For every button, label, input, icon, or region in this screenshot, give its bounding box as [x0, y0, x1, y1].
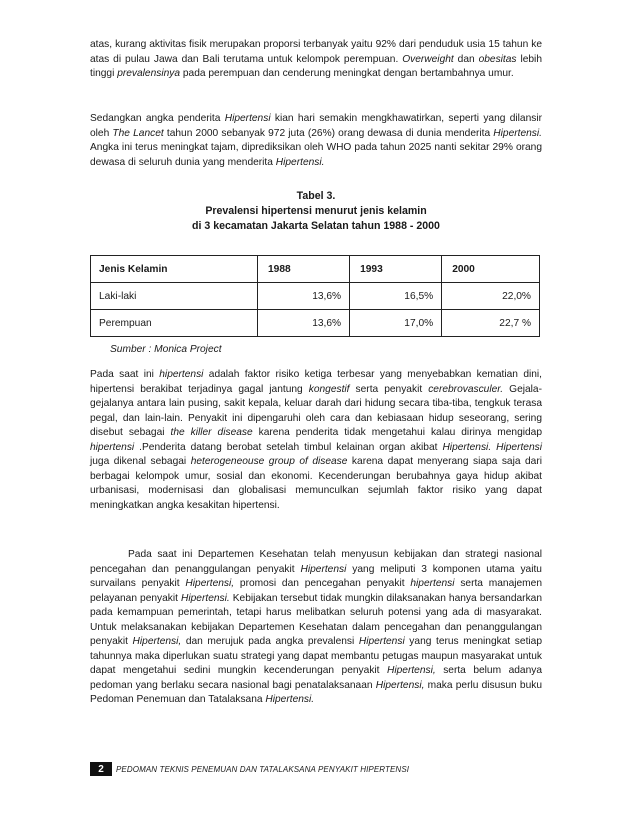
italic-term: cerebrovasculer. — [428, 383, 504, 395]
text-run: maka perlu disusun buku Pedoman Penemuan dan Tatalaksana — [90, 679, 542, 705]
italic-term: Hipertensi, — [387, 665, 436, 676]
footer-title: PEDOMAN TEKNIS PENEMUAN DAN TATALAKSANA PENYAKIT HIPERTENSI — [116, 764, 410, 774]
paragraph-4 — [90, 548, 542, 708]
italic-term: The Lancet — [112, 127, 164, 139]
paragraph-2-block — [90, 112, 542, 170]
cell-1988: 13,6% — [258, 283, 350, 310]
italic-term: prevalensinya — [117, 68, 181, 79]
text-run: karena dapat menyerang siapa saja dari berbagai kelompok umur, sosial dan ekonomi. Kecenderungan berubahnya gaya hidup akibat urbanisasi, modernisasi dan globalisasi memunculkan sejumlah faktor risiko yang dapat meningkatkan angka kesakitan hipertensi. — [90, 456, 542, 511]
table-header-row — [91, 256, 540, 283]
italic-term: Hipertensi — [224, 113, 271, 124]
table-caption — [90, 189, 542, 234]
italic-term: Hipertensi. — [265, 694, 315, 705]
italic-term: the killer disease — [170, 427, 253, 438]
text-run: juga dikenal sebagai — [90, 456, 191, 467]
text-run: tahun 2000 sebanyak 972 juta (26%) orang dewasa di dunia menderita — [163, 127, 494, 139]
italic-term: Hipertensi. — [181, 592, 230, 604]
italic-term: Hipertensi, — [375, 679, 425, 691]
text-run: Sedangkan angka penderita — [90, 113, 225, 124]
table-source: Sumber : Monica Project — [110, 344, 222, 355]
text-run: Pada saat ini — [90, 369, 160, 380]
text-run: serta manajemen pelayanan penyakit — [90, 578, 542, 604]
italic-term: obesitas — [478, 53, 517, 65]
italic-term: hipertensi — [410, 578, 455, 589]
header-jenis-kelamin: Jenis Kelamin — [91, 256, 258, 283]
italic-term: hipertensi — [90, 441, 135, 453]
italic-term: Hipertensi, — [132, 636, 182, 647]
table-caption-line-1: Tabel 3. — [296, 190, 336, 202]
italic-term: heterogeneouse group of disease — [190, 456, 348, 467]
header-1993: 1993 — [350, 256, 442, 283]
cell-1993: 16,5% — [350, 283, 442, 310]
table-caption-line-3: di 3 kecamatan Jakarta Selatan tahun 1988 - 2000 — [192, 220, 440, 232]
text-run: yang meliputi 3 komponen utama yaitu survailans penyakit — [90, 563, 542, 589]
cell-gender: Laki-laki — [91, 283, 258, 310]
page-number: 2 — [90, 762, 112, 776]
cell-gender: Perempuan — [91, 310, 258, 337]
text-run: Angka ini terus meningkat tajam, diprediksikan oleh WHO pada tahun 2025 nanti sekitar 29% orang dewasa di seluruh dunia yang menderita — [90, 142, 542, 168]
cell-1988: 13,6% — [258, 310, 350, 337]
cell-2000: 22,0% — [442, 283, 540, 310]
text-run: dan — [453, 53, 479, 65]
page-footer — [90, 762, 409, 776]
paragraph-1-block — [90, 38, 542, 82]
paragraph-3 — [90, 368, 542, 513]
italic-term: hipertensi — [159, 369, 204, 380]
text-run: yang terus meningkat setiap tahunnya maka diperlukan suatu strategi yang dapat membantu petugas maupun masyarakat untuk dapat mengetahui sedini mungkin kecenderungan penyakit — [90, 636, 542, 676]
text-run: pada perempuan dan cenderung meningkat dengan bertambahnya umur. — [180, 68, 514, 79]
cell-2000: 22,7 % — [442, 310, 540, 337]
header-1988: 1988 — [258, 256, 350, 283]
paragraph-3-block — [90, 368, 542, 513]
italic-term: Overweight — [402, 53, 454, 65]
table-row — [91, 310, 540, 337]
prevalence-table — [90, 255, 540, 337]
text-run: dan merujuk pada angka prevalensi — [181, 636, 359, 647]
italic-term: Hipertensi — [300, 563, 347, 575]
text-run: .Penderita datang berobat setelah timbul kelainan organ akibat — [134, 441, 443, 453]
text-run: Pada saat ini Departemen Kesehatan telah menyusun kebijakan dan strategi nasional pencegahan dan penanggulangan penyakit — [90, 549, 542, 575]
paragraph-2 — [90, 112, 542, 170]
italic-term: Hipertensi. — [493, 127, 542, 139]
italic-term: kongestif — [308, 383, 350, 395]
text-run: serta penyakit — [349, 383, 429, 395]
paragraph-1 — [90, 38, 542, 82]
table-row — [91, 283, 540, 310]
italic-term: Hipertensi — [358, 636, 405, 647]
text-run: adalah faktor risiko ketiga terbesar yang menyebabkan kematian dini, hipertensi berakibat terjadinya gagal jantung — [90, 369, 543, 395]
text-run: atas, kurang aktivitas fisik merupakan proporsi terbanyak yaitu 92% dari penduduk usia 15 tahun ke atas di pulau Jawa dan Bali terutama untuk kelompok perempuan. — [90, 39, 542, 65]
text-run: kian hari semakin mengkhawatirkan, seperti yang dilansir oleh — [90, 113, 542, 139]
text-run: promosi dan pencegahan penyakit — [234, 578, 411, 589]
table-caption-line-2: Prevalensi hipertensi menurut jenis kelamin — [205, 205, 427, 217]
cell-1993: 17,0% — [350, 310, 442, 337]
header-2000: 2000 — [442, 256, 540, 283]
italic-term: Hipertensi, — [185, 578, 235, 589]
paragraph-4-block — [90, 548, 542, 708]
text-run: Kebijakan tersebut tidak mungkin dilaksanakan hanya bersandarkan pada kemampuan pemerintah, tetapi harus melibatkan seluruh potensi yang ada di masyarakat. Untuk melaksanakan kebijakan Departemen Kesehatan dalam pencegahan dan penanggulangan penyakit — [90, 592, 542, 647]
text-run: Gejala-gejalanya antara lain pusing, sakit kepala, keluar darah dari hidung secara tiba-tiba, tengkuk terasa pegal, dan lain-lain. Penyakit ini dipengaruhi oleh cara dan kebiasaan hidup seseorang, sering disebut sebagai — [90, 383, 542, 438]
italic-term: Hipertensi. Hipertensi — [442, 441, 542, 453]
text-run: karena penderita tidak mengetahui kalau dirinya mengidap — [252, 427, 542, 438]
text-run: lebih tinggi — [90, 53, 542, 79]
italic-term: Hipertensi. — [275, 156, 325, 168]
text-run: serta belum adanya pedoman yang berlaku secara nasional bagi penatalaksanaan — [90, 665, 542, 691]
